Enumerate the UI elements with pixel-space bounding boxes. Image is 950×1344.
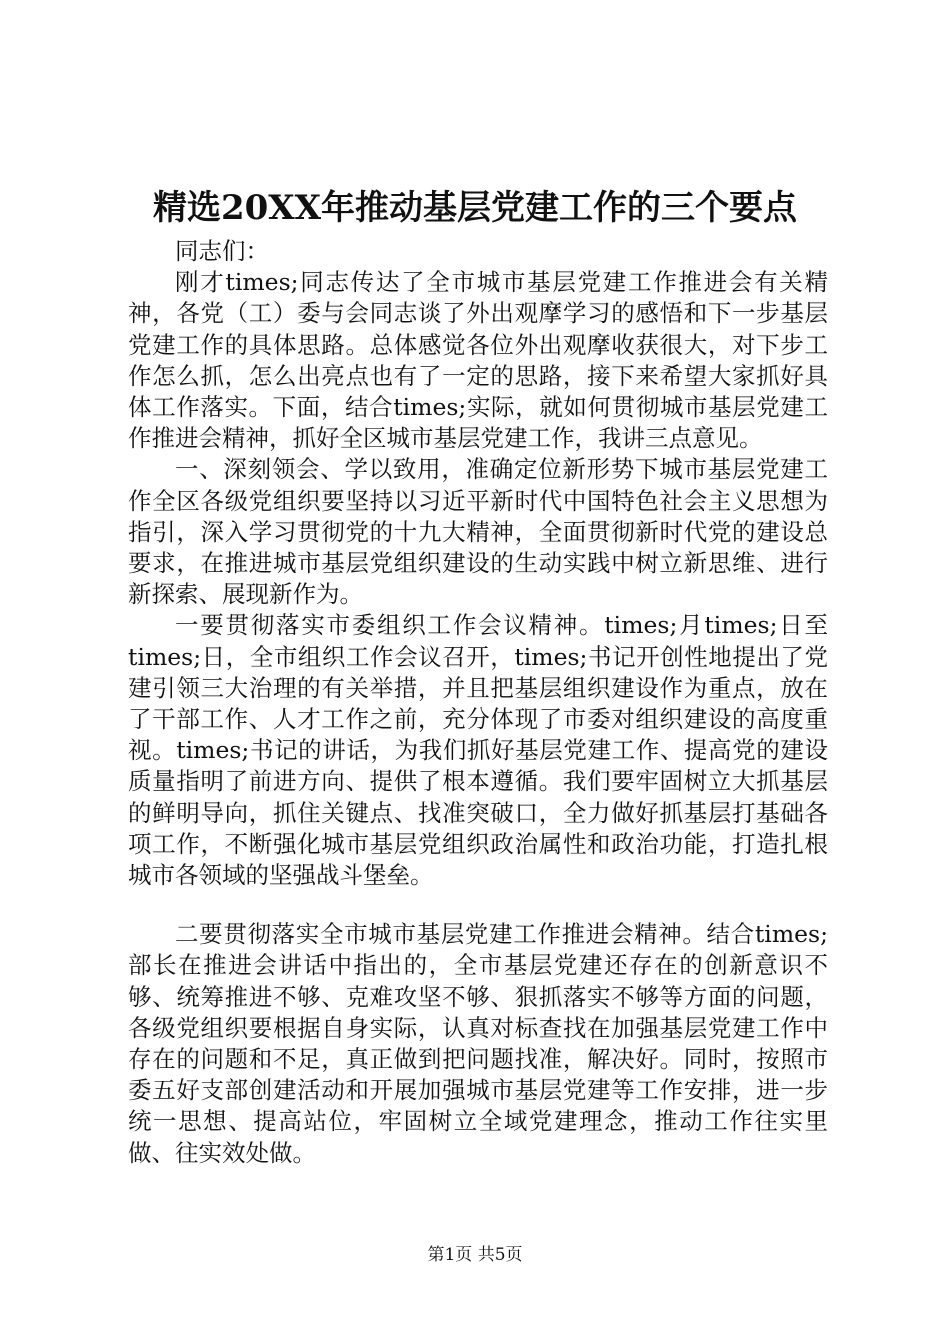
greeting-paragraph: 同志们：	[175, 237, 269, 265]
section-one-paragraph: 一、深刻领会、学以致用，准确定位新形势下城市基层党建工作全区各级党组织要坚持以习近平新时代中国特色社会主义思想为指引，深入学习贯彻党的十九大精神，全面贯彻新时代党的建设总要求，在推进城市基层党组织建设的生动实践中树立新思维、进行新探索、展现新作为。	[128, 455, 828, 609]
document-body	[128, 236, 828, 1169]
intro-paragraph: 刚才times;同志传达了全市城市基层党建工作推进会有关精神，各党（工）委与会同志谈了外出观摩学习的感悟和下一步基层党建工作的具体思路。总体感觉各位外出观摩收获很大，对下步工作怎么抓，怎么出亮点也有了一定的思路，接下来希望大家抓好具体工作落实。下面，结合times;实际，就如何贯彻城市基层党建工作推进会精神，抓好全区城市基层党建工作，我讲三点意见。	[128, 268, 828, 453]
page-footer: 第1页 共5页	[427, 1245, 523, 1265]
document-title: 精选20XX年推动基层党建工作的三个要点	[152, 188, 798, 228]
point-one-paragraph: 一要贯彻落实市委组织工作会议精神。times;月times;日至times;日，全市组织工作会议召开，times;书记开创性地提出了党建引领三大治理的有关举措，并且把基层组织建设作为重点，放在了干部工作、人才工作之前，充分体现了市委对组织建设的高度重视。times;书记的讲话，为我们抓好基层党建工作、提高党的建设质量指明了前进方向、提供了根本遵循。我们要牢固树立大抓基层的鲜明导向，抓住关键点、找准突破口，全力做好抓基层打基础各项工作，不断强化城市基层党组织政治属性和政治功能，打造扎根城市各领域的坚强战斗堡垒。	[128, 611, 828, 890]
point-two-paragraph: 二要贯彻落实全市城市基层党建工作推进会精神。结合times;部长在推进会讲话中指出的，全市基层党建还存在的创新意识不够、统筹推进不够、克难攻坚不够、狠抓落实不够等方面的问题，各级党组织要根据自身实际，认真对标查找在加强基层党建工作中存在的问题和不足，真正做到把问题找准，解决好。同时，按照市委五好支部创建活动和开展加强城市基层党建等工作安排，进一步统一思想、提高站位，牢固树立全域党建理念，推动工作往实里做、往实效处做。	[128, 920, 828, 1167]
